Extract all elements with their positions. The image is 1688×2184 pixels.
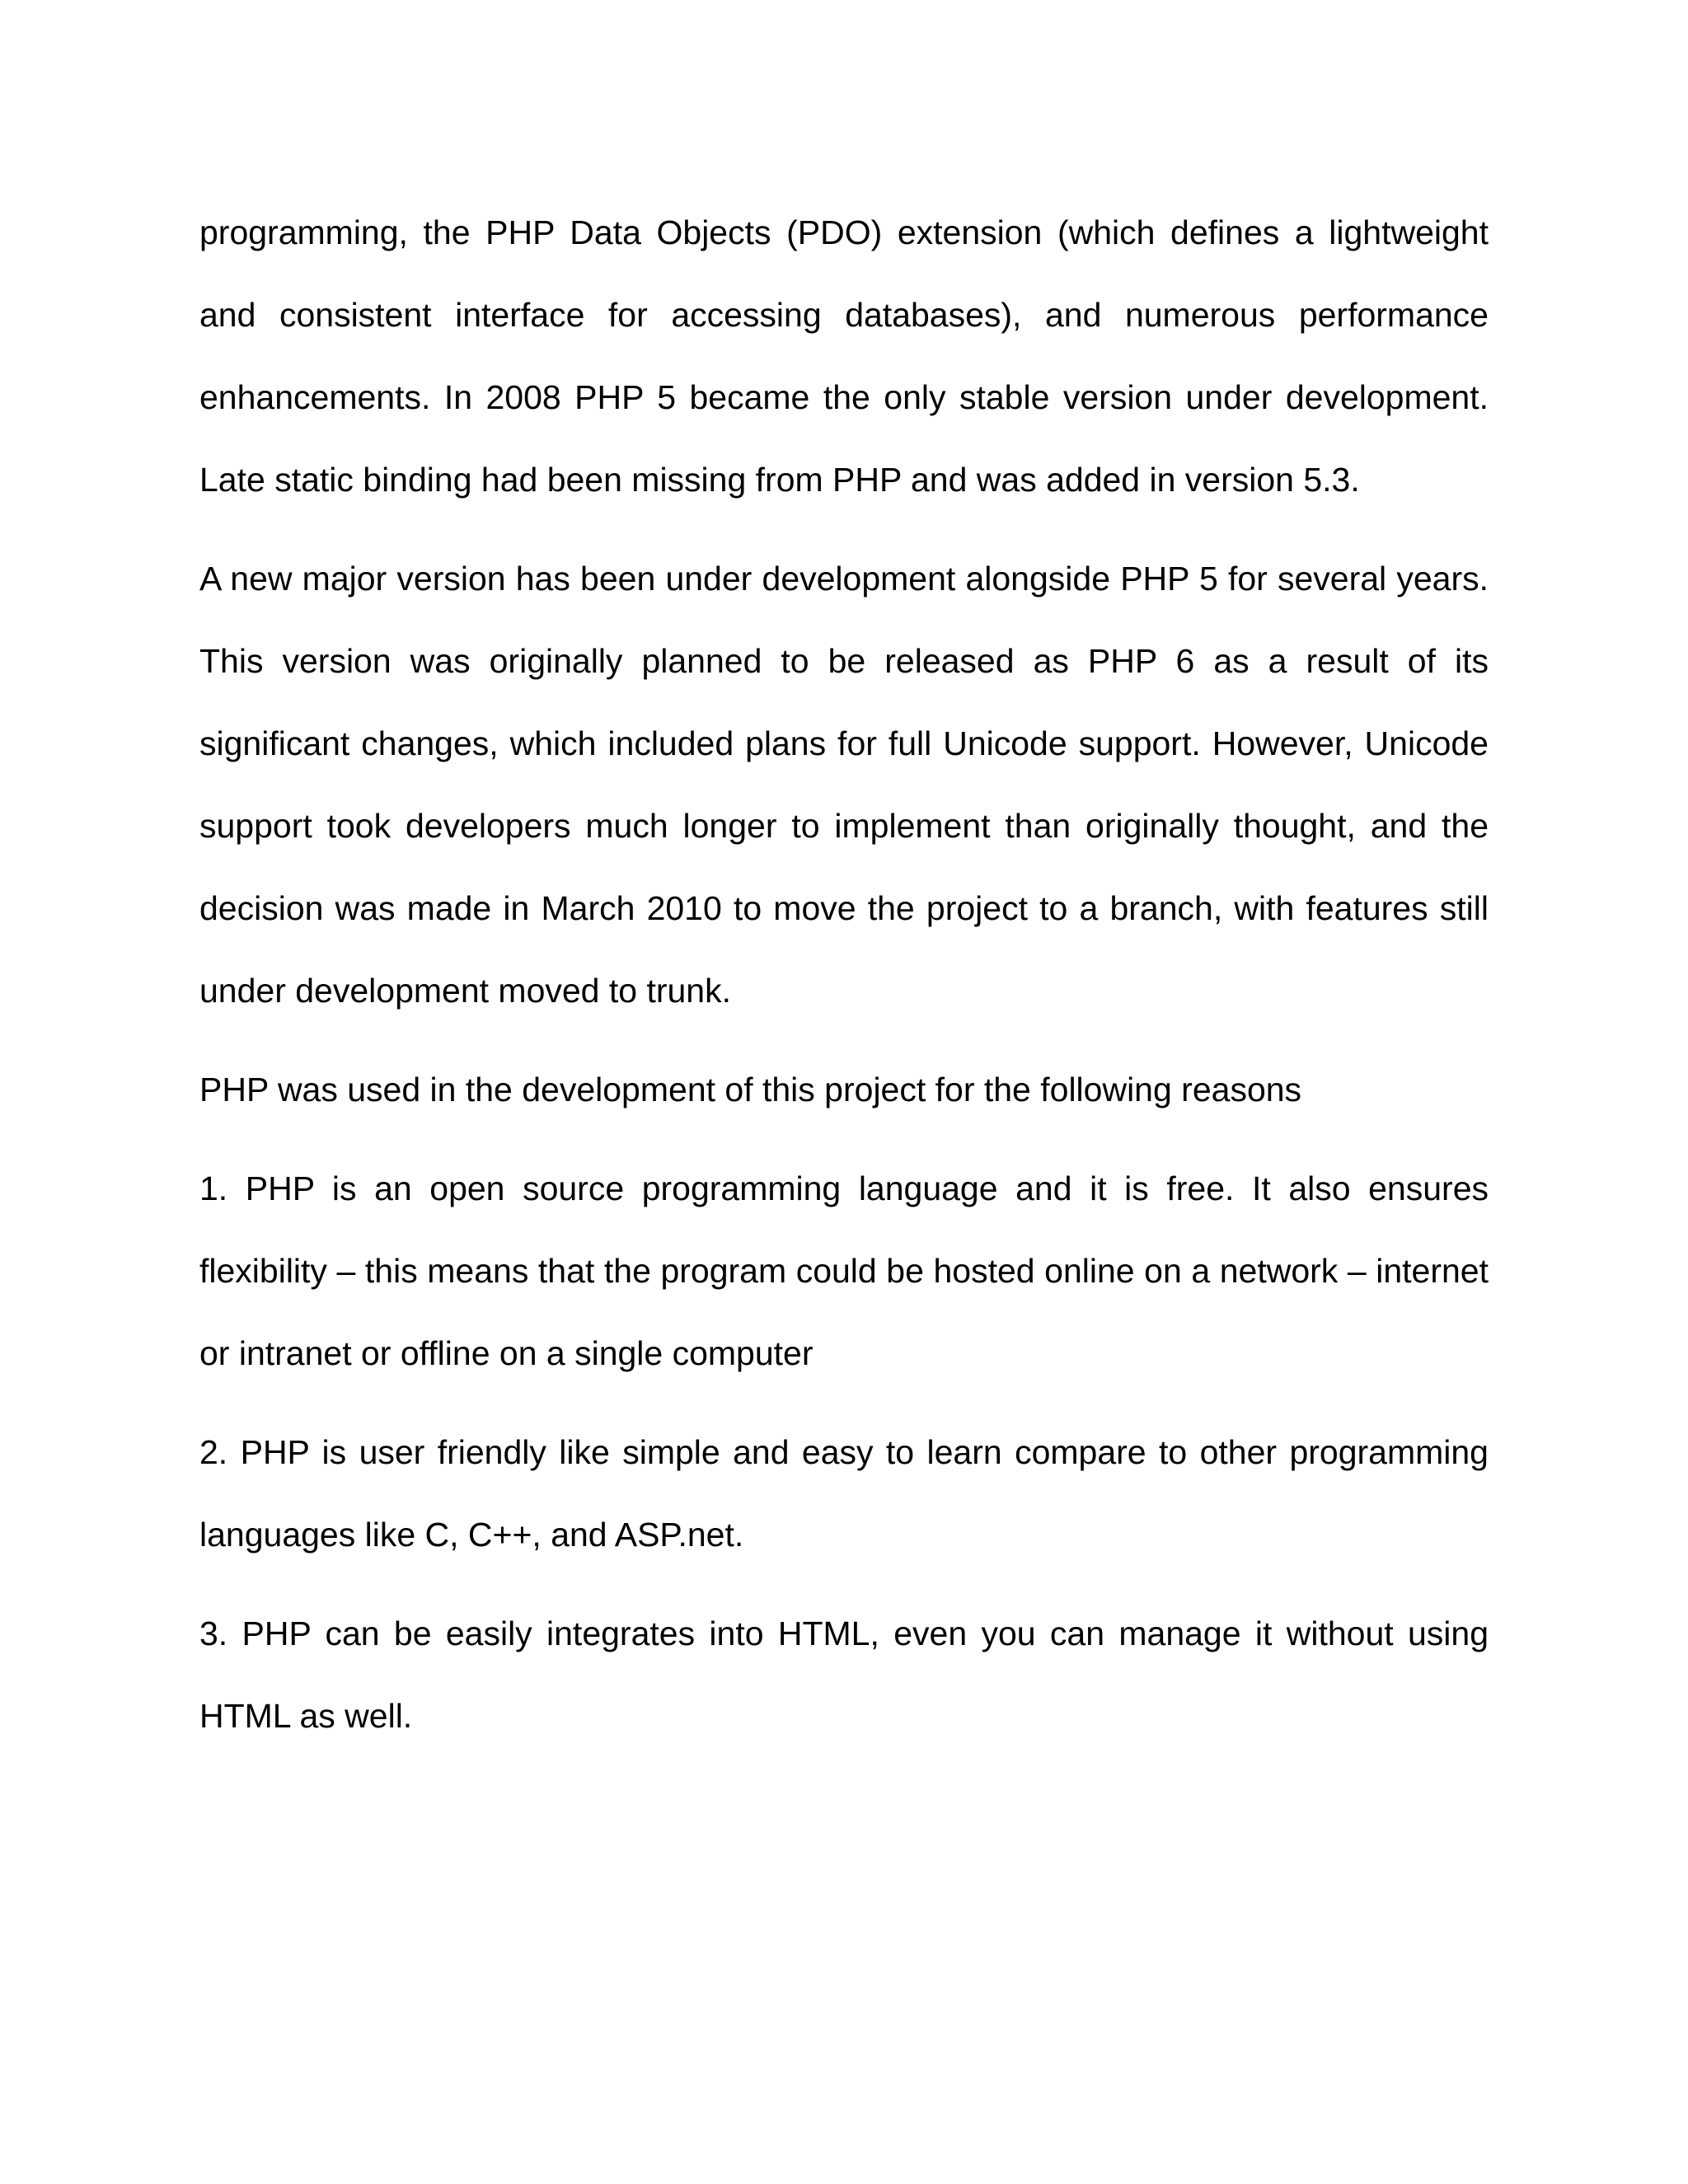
document-body	[199, 191, 1489, 1774]
paragraph-reasons-intro: PHP was used in the development of this project for the following reasons	[199, 1071, 1302, 1108]
list-item-reason-1: 1. PHP is an open source programming language and it is free. It also ensures flexibility – this means that the program could be hosted online on a network – internet or intranet or offline on a single computer	[199, 1169, 1489, 1372]
paragraph-php6-history: A new major version has been under development alongside PHP 5 for several years. This version was originally planned to be released as PHP 6 as a result of its significant changes, which included plans for full Unicode support. However, Unicode support took developers much longer to implement than originally thought, and the decision was made in March 2010 to move the project to a branch, with features still under development moved to trunk.	[199, 560, 1489, 1010]
list-item-reason-2: 2. PHP is user friendly like simple and easy to learn compare to other programming languages like C, C++, and ASP.net.	[199, 1433, 1489, 1554]
paragraph-php5-features: programming, the PHP Data Objects (PDO) extension (which defines a lightweight and consistent interface for accessing databases), and numerous performance enhancements. In 2008 PHP 5 became the only stable version under development. Late static binding had been missing from PHP and was added in version 5.3.	[199, 213, 1489, 499]
list-item-reason-3: 3. PHP can be easily integrates into HTML, even you can manage it without using HTML as well.	[199, 1615, 1489, 1735]
